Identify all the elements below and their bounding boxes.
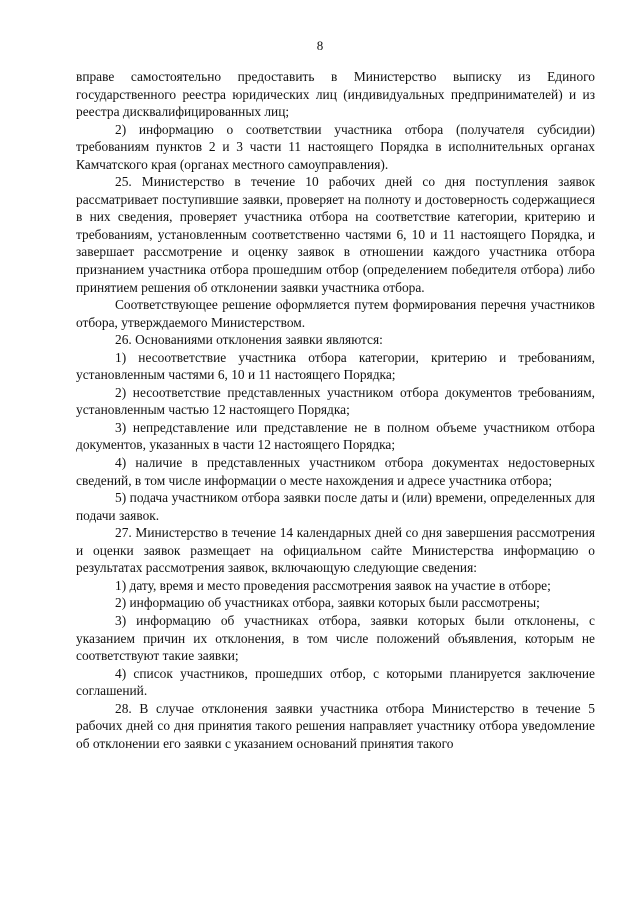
- paragraph-reason-1: 1) несоответствие участника отбора категории, критерию и требованиям, установленным частями 6, 10 и 11 настоящего Порядка;: [76, 349, 595, 383]
- body-text: [76, 68, 595, 752]
- paragraph-section-28: 28. В случае отклонения заявки участника отбора Министерство в течение 5 рабочих дней со дня принятия такого решения направляет участнику отбора уведомление об отклонении его заявки с указанием оснований принятия такого: [76, 700, 595, 751]
- paragraph-decision: Соответствующее решение оформляется путем формирования перечня участников отбора, утверждаемого Министерством.: [76, 297, 595, 330]
- paragraph-info-2: 2) информацию об участниках отбора, заявки которых были рассмотрены;: [115, 595, 540, 611]
- paragraph-reason-2: 2) несоответствие представленных участником отбора документов требованиям, установленным частью 12 настоящего Порядка;: [76, 384, 595, 418]
- paragraph-info-4: 4) список участников, прошедших отбор, с которыми планируется заключение соглашений.: [76, 665, 595, 699]
- paragraph-section-27: 27. Министерство в течение 14 календарных дней со дня завершения рассмотрения и оценки заявок размещает на официальном сайте Министерства информацию о результатах рассмотрения заявок, включающую следующие сведения:: [76, 525, 595, 576]
- paragraph-continuation: вправе самостоятельно предоставить в Министерство выписку из Единого государственного реестра юридических лиц (индивидуальных предпринимателей) и из реестра дисквалифицированных лиц;: [76, 69, 595, 120]
- paragraph-section-26: 26. Основаниями отклонения заявки являются:: [115, 332, 383, 348]
- paragraph-item-2-info-compliance: 2) информацию о соответствии участника отбора (получателя субсидии) требованиям пунктов 2 и 3 части 11 настоящего Порядка в исполнительных органах Камчатского края (органах местного самоуправления).: [76, 121, 595, 172]
- paragraph-section-25: 25. Министерство в течение 10 рабочих дней со дня поступления заявок рассматривает поступившие заявки, проверяет на полноту и достоверность содержащиеся в них сведения, проверяет участника отбора на соответствие категории, критерию и требованиям, установленным соответственно частями 6, 10 и 11 настоящего Порядка, и завершает рассмотрение и оценку заявок в отношении каждого участника отбора признанием участника отбора прошедшим отбор (определением победителя отбора) либо принятием решения об отклонении заявки участника отбора.: [76, 174, 595, 295]
- paragraph-reason-3: 3) непредставление или представление не в полном объеме участником отбора документов, указанных в части 12 настоящего Порядка;: [76, 419, 595, 453]
- paragraph-reason-4: 4) наличие в представленных участником отбора документах недостоверных сведений, в том числе информации о месте нахождения и адресе участника отбора;: [76, 455, 595, 488]
- paragraph-info-1: 1) дату, время и место проведения рассмотрения заявок на участие в отборе;: [115, 577, 551, 593]
- paragraph-reason-5: 5) подача участником отбора заявки после даты и (или) времени, определенных для подачи заявок.: [76, 490, 595, 523]
- paragraph-info-3: 3) информацию об участниках отбора, заявки которых были отклонены, с указанием причин их отклонения, в том числе положений объявления, которым не соответствуют такие заявки;: [76, 612, 595, 664]
- page-number: 8: [316, 38, 324, 53]
